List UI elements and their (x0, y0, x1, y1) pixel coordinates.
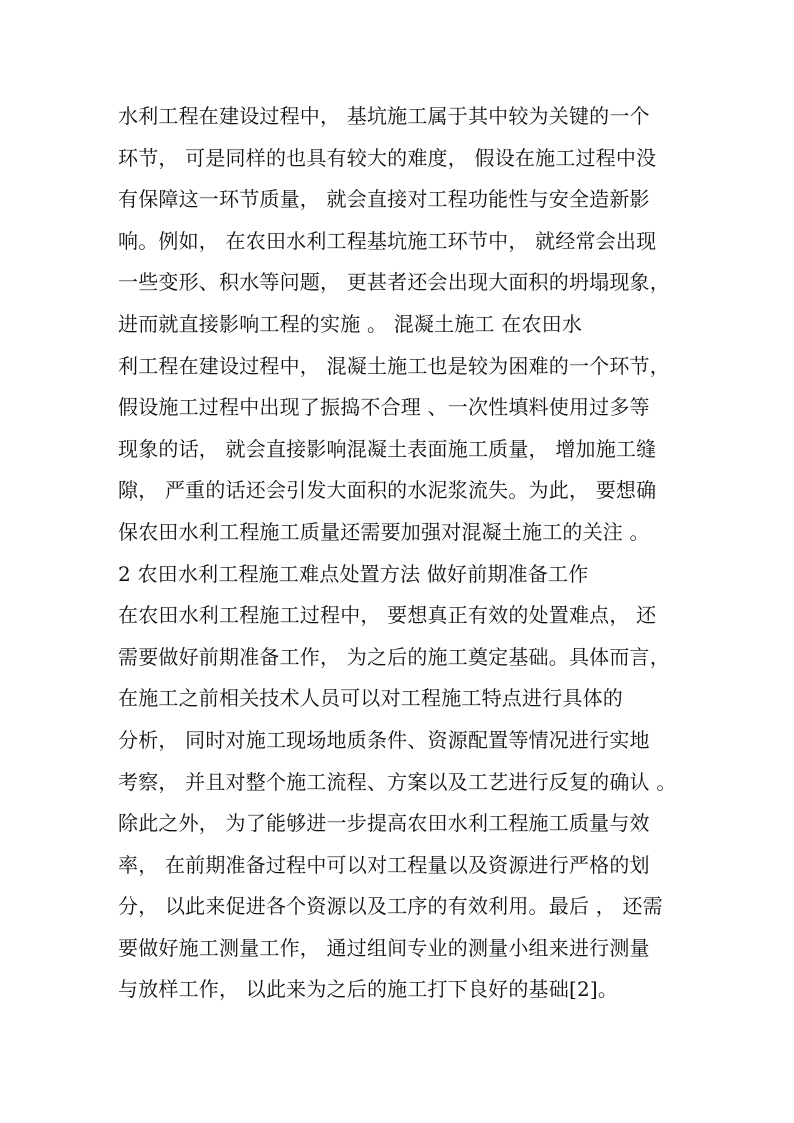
text-line: 在农田水利工程施工过程中， 要想真正有效的处置难点， 还 (118, 603, 657, 628)
text-line: 除此之外， 为了能够进一步提高农田水利工程施工质量与效 (118, 811, 650, 836)
text-line: 与放样工作， 以此来为之后的施工打下良好的基础[2]。 (118, 977, 619, 1002)
text-line: 有保障这一环节质量， 就会直接对工程功能性与安全造新影 (118, 187, 650, 212)
text-line: 分， 以此来促进各个资源以及工序的有效利用。最后 ， 还需 (118, 894, 663, 919)
text-line: 考察， 并且对整个施工流程、方案以及工艺进行反复的确认 。 (118, 769, 677, 794)
text-line: 现象的话， 就会直接影响混凝土表面施工质量， 增加施工缝 (118, 436, 657, 461)
section-heading-line: 2 农田水利工程施工难点处置方法 做好前期准备工作 (118, 561, 589, 586)
text-line: 利工程在建设过程中， 混凝土施工也是较为困难的一个环节， (118, 353, 670, 378)
text-line: 保农田水利工程施工质量还需要加强对混凝土施工的关注 。 (118, 519, 650, 544)
text-line: 率， 在前期准备过程中可以对工程量以及资源进行严格的划 (118, 852, 650, 877)
text-line: 需要做好前期准备工作， 为之后的施工奠定基础。具体而言， (118, 644, 670, 669)
text-line: 响。例如， 在农田水利工程基坑施工环节中， 就经常会出现 (118, 228, 657, 253)
text-line: 进而就直接影响工程的实施 。 混凝土施工 在农田水 (118, 311, 583, 336)
text-line: 假设施工过程中出现了振捣不合理 、一次性填料使用过多等 (118, 395, 650, 420)
body-text (118, 96, 678, 1011)
text-line: 要做好施工测量工作， 通过组间专业的测量小组来进行测量 (118, 935, 650, 960)
text-line: 水利工程在建设过程中， 基坑施工属于其中较为关键的一个 (118, 104, 650, 128)
text-line: 分析， 同时对施工现场地质条件、资源配置等情况进行实地 (118, 727, 650, 752)
text-line: 环节， 可是同样的也具有较大的难度， 假设在施工过程中没 (118, 145, 657, 170)
text-line: 一些变形、积水等问题， 更甚者还会出现大面积的坍塌现象， (118, 270, 670, 295)
text-line: 在施工之前相关技术人员可以对工程施工特点进行具体的 (118, 686, 623, 711)
text-line: 隙， 严重的话还会引发大面积的水泥浆流失。为此， 要想确 (118, 478, 657, 503)
